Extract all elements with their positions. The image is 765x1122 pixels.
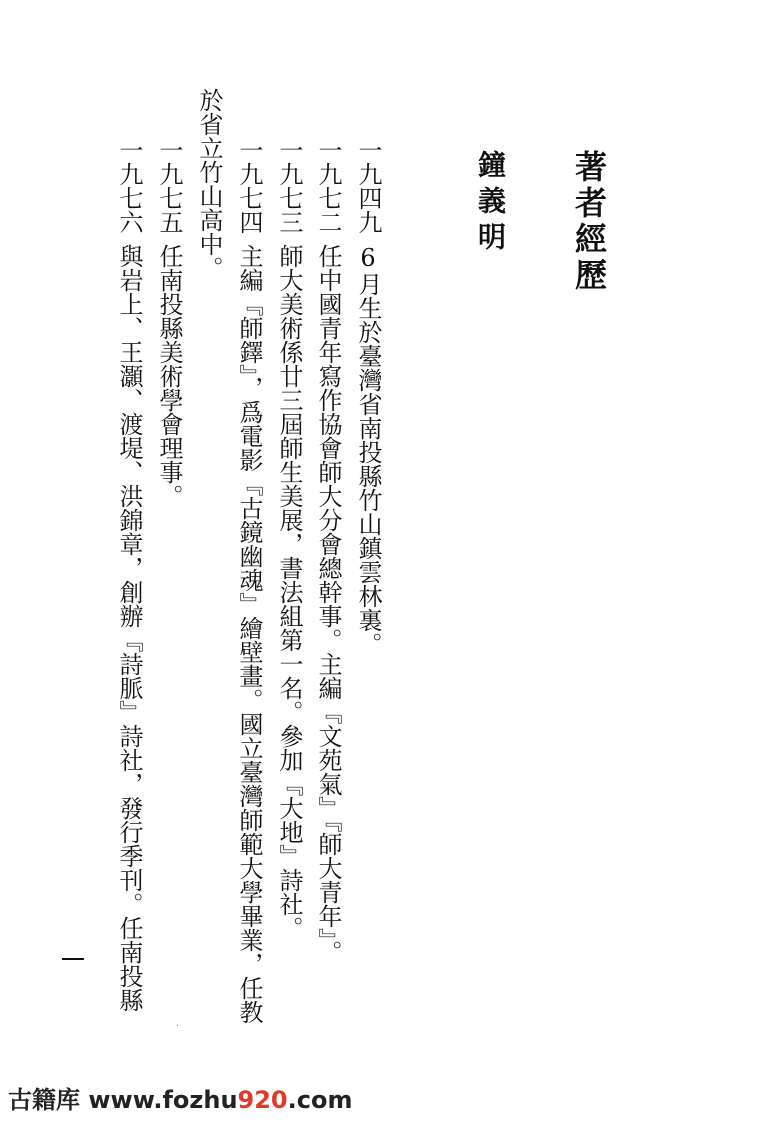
- watermark-footer: [8, 1080, 352, 1115]
- entry-text: 主編『師鐸』，爲電影『古鏡幽魂』繪壁畫。國立臺灣師範大學畢業，任教: [235, 244, 263, 1024]
- page-heading: 著者經歷: [570, 150, 608, 294]
- entry-text: 與岩上、王灝、渡堤、洪錦章，創辦『詩脈』詩社，發行季刊。任南投縣: [115, 244, 143, 1012]
- entry-1973: [277, 138, 301, 940]
- entry-text: 6月生於臺灣省南投縣竹山鎮雲林裏。: [354, 244, 382, 656]
- entry-year: 一九四九: [354, 138, 382, 234]
- entry-year: 一九七五: [155, 138, 183, 234]
- scan-speck: [177, 1025, 178, 1026]
- entry-year: 一九七二: [314, 138, 342, 234]
- entry-text: 任南投縣美術學會理事。: [155, 244, 183, 508]
- watermark-site-name: 古籍库: [8, 1086, 80, 1114]
- entry-text: 任中國青年寫作協會師大分會總幹事。主編『文苑氣』『師大青年』。: [314, 244, 342, 964]
- author-name: 鐘義明: [474, 150, 507, 258]
- entry-1972: [316, 138, 340, 964]
- entry-year: 一九七四: [235, 138, 263, 234]
- entry-year: 一九七三: [275, 138, 303, 234]
- entry-text: 師大美術係廿三屆師生美展，書法組第一名。參加『大地』詩社。: [275, 244, 303, 940]
- entry-1976: [117, 138, 141, 1012]
- entry-1974-continued: [197, 88, 221, 280]
- entry-year: 一九七六: [115, 138, 143, 234]
- watermark-url: www.fozhu920.com: [88, 1086, 353, 1114]
- entry-text: 於省立竹山高中。: [195, 88, 223, 280]
- entry-1974: [237, 138, 261, 1024]
- entry-1975: [157, 138, 181, 508]
- entry-1949: [356, 138, 380, 656]
- page-number-mark: [62, 958, 84, 960]
